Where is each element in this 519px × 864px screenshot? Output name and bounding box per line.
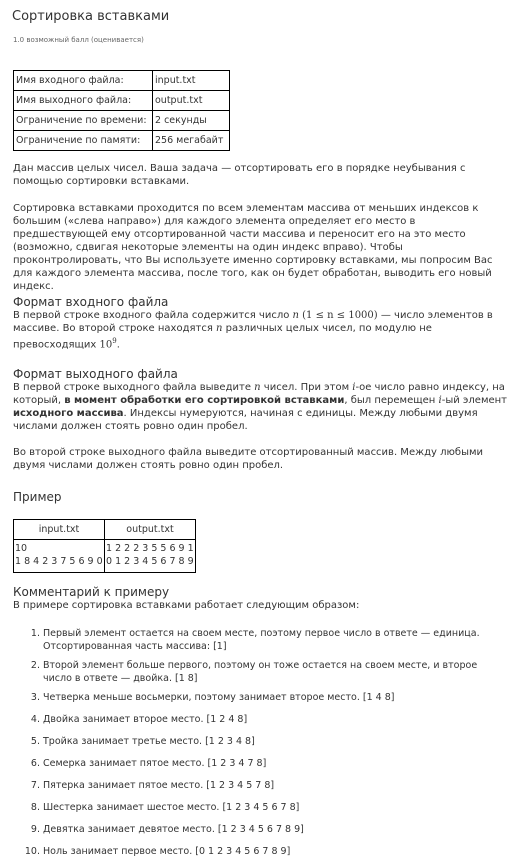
limits-row — [14, 131, 230, 151]
limit-value: 256 мегабайт — [153, 131, 230, 151]
example-input-header: input.txt — [14, 520, 105, 540]
example-table — [13, 519, 196, 573]
example-output-cell: 1 2 2 2 3 5 5 6 9 1 0 1 2 3 4 5 6 7 8 9 — [105, 540, 196, 573]
limits-row — [14, 111, 230, 131]
comment-intro: В примере сортировка вставками работает следующим образом: — [13, 600, 360, 611]
description-paragraph: Сортировка вставками проходится по всем элементам массива от меньших индексов к большим («слева направо») для каждого элемента определяет его место в предшествующей ему отсортированной части массива и переносит его на это место (возможно, сдвигая некоторые элементы на один индекс вправо). Чтобы проконтролировать, что Вы используете именно сортировку вставками, мы попросим Вас для каждого элемента массива, после того, как он будет обработан, выводить его новый индекс. — [13, 203, 493, 292]
list-item: 9. Девятка занимает девятое место. [1 2 3 4 5 6 7 8 9] — [43, 823, 493, 836]
list-item: 1. Первый элемент остается на своем месте, поэтому первое число в ответе — единица. Отсортированная часть массива: [1] — [43, 627, 493, 653]
input-format-text: В первой строке входного файла содержится число n (1 ≤ n ≤ 1000) — число элементов в массиве. Во второй строке находятся n различных целых чисел, по модулю не превосходящих $10^9$. — [13, 310, 493, 351]
comment-steps — [13, 627, 493, 858]
limit-key: Имя входного файла: — [14, 71, 153, 91]
list-item: 7. Пятерка занимает пятое место. [1 2 3 4 5 7 8] — [43, 779, 493, 792]
limits-table — [13, 70, 230, 151]
example-header-row — [14, 520, 196, 540]
limit-key: Имя выходного файла: — [14, 91, 153, 111]
comment-heading: Комментарий к примеру — [13, 585, 170, 599]
intro-paragraph: Дан массив целых чисел. Ваша задача — отсортировать его в порядке неубывания с помощью сортировки вставками. — [13, 163, 466, 187]
limit-value: output.txt — [153, 91, 230, 111]
example-output-header: output.txt — [105, 520, 196, 540]
list-item: 8. Шестерка занимает шестое место. [1 2 3 4 5 6 7 8] — [43, 801, 493, 814]
limit-key: Ограничение по времени: — [14, 111, 153, 131]
output-format-text-2: Во второй строке выходного файла выведите отсортированный массив. Между любыми двумя числами должен стоять ровно один пробел. — [13, 447, 484, 471]
steps-list — [13, 627, 493, 858]
list-item: 6. Семерка занимает пятое место. [1 2 3 4 7 8] — [43, 757, 493, 770]
list-item: 5. Тройка занимает третье место. [1 2 3 4 8] — [43, 735, 493, 748]
example-section — [13, 491, 508, 504]
page-title: Сортировка вставками — [12, 9, 170, 24]
limits-row — [14, 71, 230, 91]
limit-value: 2 секунды — [153, 111, 230, 131]
input-format-heading: Формат входного файла — [13, 295, 169, 309]
input-format-section — [13, 296, 508, 351]
list-item: 2. Второй элемент больше первого, поэтому он тоже остается на своем месте, и второе число в ответе — двойка. [1 8] — [43, 659, 493, 685]
output-format-section — [13, 368, 508, 472]
list-item: 10. Ноль занимает первое место. [0 1 2 3 4 5 6 7 8 9] — [43, 845, 493, 858]
score-subtitle: 1.0 возможный балл (оценивается) — [13, 36, 144, 44]
example-data-row — [14, 540, 196, 573]
example-input-cell: 10 1 8 4 2 3 7 5 6 9 0 — [14, 540, 105, 573]
list-item: 3. Четверка меньше восьмерки, поэтому занимает второе место. [1 4 8] — [43, 691, 493, 704]
comment-section — [13, 586, 508, 612]
limit-value: input.txt — [153, 71, 230, 91]
limits-row — [14, 91, 230, 111]
list-item: 4. Двойка занимает второе место. [1 2 4 8] — [43, 713, 493, 726]
example-heading: Пример — [13, 490, 62, 504]
output-format-text: В первой строке выходного файла выведите n чисел. При этом i-ое число равно индексу, на который, в момент обработки его сортировкой вставками, был перемещен i-ый элемент исходного массива. Индексы нумеруются, начиная с единицы. Между любыми двумя числами должен стоять ровно один пробел. — [13, 382, 508, 432]
limit-key: Ограничение по памяти: — [14, 131, 153, 151]
output-format-heading: Формат выходного файла — [13, 367, 178, 381]
